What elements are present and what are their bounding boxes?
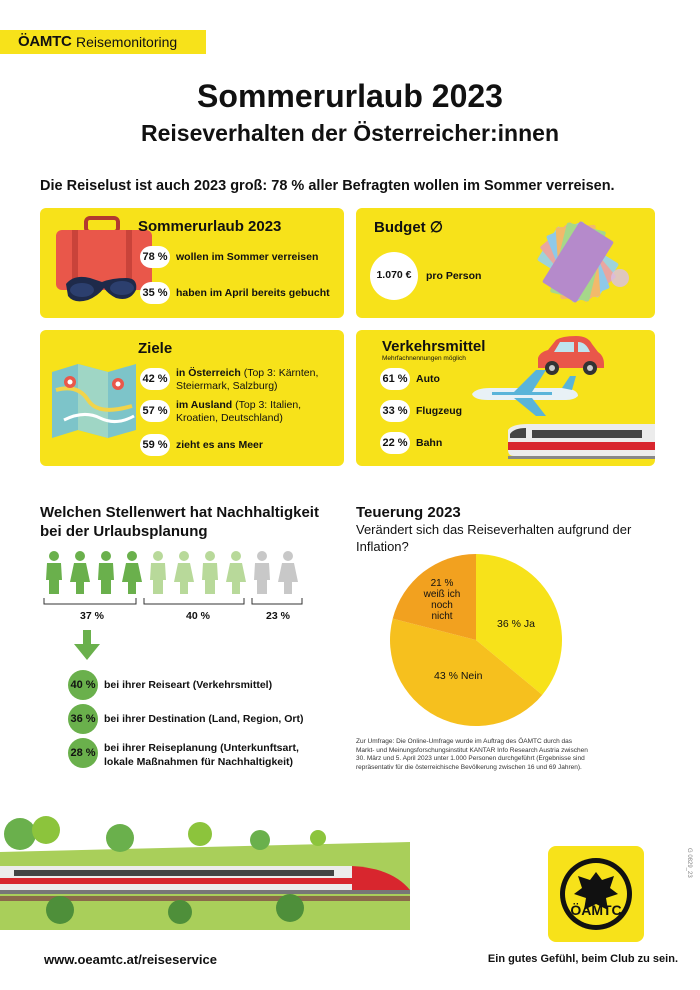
ziele-text-1-bold: in Österreich xyxy=(176,367,241,379)
card-verkehr-note: Mehrfachnennungen möglich xyxy=(382,355,466,362)
ziele-text-2-bold: im Ausland xyxy=(176,399,233,411)
ziele-text-1 xyxy=(176,367,318,393)
sustain-text-3-line1: bei ihrer Reiseplanung (Unterkunftsart, xyxy=(104,742,299,754)
oeamtc-logo-box xyxy=(548,846,644,942)
lead-text: Die Reiselust ist auch 2023 groß: 78 % aller Befragten wollen im Sommer verreisen. xyxy=(40,178,615,194)
sustain-pct-1: 40 % xyxy=(68,670,98,700)
verkehr-text-3: Bahn xyxy=(416,437,443,449)
sustainability-heading-2: bei der Urlaubsplanung xyxy=(40,523,208,540)
verkehr-pct-2: 33 % xyxy=(380,400,410,422)
summer-pct-1: 78 % xyxy=(140,246,170,268)
group-label-3: 23 % xyxy=(266,610,290,622)
person-icon xyxy=(70,551,90,594)
ziele-text-2-line2: Kroatien, Deutschland) xyxy=(176,412,283,424)
inflation-heading: Teuerung 2023 xyxy=(356,504,461,521)
train-icon xyxy=(508,422,655,462)
verkehr-text-1: Auto xyxy=(416,373,440,385)
verkehr-pct-3: 22 % xyxy=(380,432,410,454)
ziele-text-2-line1: (Top 3: Italien, xyxy=(232,399,302,411)
sustainability-heading-1: Welchen Stellenwert hat Nachhaltigkeit xyxy=(40,504,319,521)
card-ziele xyxy=(40,330,344,466)
card-summer-title: Sommerurlaub 2023 xyxy=(138,218,282,235)
sustain-text-3 xyxy=(104,741,299,769)
card-verkehr xyxy=(356,330,655,466)
card-budget xyxy=(356,208,655,318)
ziele-text-3: zieht es ans Meer xyxy=(176,439,263,451)
pie-label-unknown xyxy=(420,578,464,622)
card-verkehr-title: Verkehrsmittel xyxy=(382,338,486,355)
card-ziele-title: Ziele xyxy=(138,340,173,357)
ziele-text-1-line1: (Top 3: Kärnten, xyxy=(240,367,319,379)
sustain-text-2: bei ihrer Destination (Land, Region, Ort) xyxy=(104,713,304,725)
map-icon xyxy=(48,360,140,440)
people-icon-row xyxy=(40,550,306,612)
group-label-1: 37 % xyxy=(80,610,104,622)
card-summer xyxy=(40,208,344,318)
survey-note-line-3: 30. März und 5. April 2023 unter 1.000 Personen durchgeführt (Ergebnisse sind xyxy=(356,755,585,762)
verkehr-pct-1: 61 % xyxy=(380,368,410,390)
budget-text: pro Person xyxy=(426,270,482,282)
person-icon xyxy=(46,551,62,594)
brand-name: ÖAMTC xyxy=(18,33,72,50)
person-icon xyxy=(98,551,114,594)
person-icon xyxy=(150,551,166,594)
person-icon xyxy=(278,551,298,594)
person-icon xyxy=(122,551,142,594)
pie-label-nein: 43 % Nein xyxy=(434,670,483,682)
airplane-icon xyxy=(466,370,584,416)
summer-text-2: haben im April bereits gebucht xyxy=(176,287,330,299)
ziele-pct-3: 59 % xyxy=(140,434,170,456)
ziele-text-1-line2: Steiermark, Salzburg) xyxy=(176,380,278,392)
card-budget-title: Budget ∅ xyxy=(374,219,443,236)
sustain-text-3-line2: lokale Maßnahmen für Nachhaltigkeit) xyxy=(104,756,294,768)
pie-label-unknown-3: noch nicht xyxy=(431,600,453,622)
sustain-text-1: bei ihrer Reiseart (Verkehrsmittel) xyxy=(104,679,273,691)
sustain-pct-3: 28 % xyxy=(68,738,98,768)
down-arrow-icon xyxy=(74,630,100,662)
ziele-pct-1: 42 % xyxy=(140,368,170,390)
survey-note-line-2: Markt- und Meinungsforschungsinstitut KANTAR Info Research Austria zwischen xyxy=(356,746,588,754)
header-bar xyxy=(0,30,206,54)
person-icon xyxy=(202,551,218,594)
group-label-2: 40 % xyxy=(186,610,210,622)
survey-note-line-1: Zur Umfrage: Die Online-Umfrage wurde im Auftrag des ÖAMTC durch das xyxy=(356,738,573,745)
footer-url[interactable]: www.oeamtc.at/reiseservice xyxy=(44,952,217,967)
pie-label-unknown-2: weiß ich xyxy=(423,589,461,600)
inflation-pie-chart xyxy=(388,552,564,728)
person-icon xyxy=(174,551,194,594)
page-title: Sommerurlaub 2023 xyxy=(197,78,503,114)
ziele-text-2 xyxy=(176,399,301,425)
summer-text-1: wollen im Sommer verreisen xyxy=(176,251,319,263)
survey-note-line-4: repräsentativ für die österreichische Bevölkerung zwischen 16 und 69 Jahren). xyxy=(356,763,582,771)
ziele-pct-2: 57 % xyxy=(140,400,170,422)
person-icon xyxy=(226,551,246,594)
person-icon xyxy=(254,551,270,594)
inflation-question-2: Inflation? xyxy=(356,539,409,554)
document-code: G 0829_23 xyxy=(686,848,692,878)
banknotes-icon xyxy=(498,220,648,312)
sustain-pct-2: 36 % xyxy=(68,704,98,734)
pie-label-unknown-1: 21 % xyxy=(430,578,454,589)
budget-amount: 1.070 € xyxy=(376,269,412,281)
train-landscape-illustration xyxy=(0,812,410,930)
oeamtc-logo-icon xyxy=(556,852,636,936)
footer-slogan: Ein gutes Gefühl, beim Club zu sein. xyxy=(487,953,678,965)
survey-note xyxy=(356,738,588,772)
verkehr-text-2: Flugzeug xyxy=(416,405,463,417)
header-label: Reisemonitoring xyxy=(76,34,178,50)
summer-pct-2: 35 % xyxy=(140,282,170,304)
oeamtc-logo-text: ÖAMTC xyxy=(570,902,622,918)
page-subtitle: Reiseverhalten der Österreicher:innen xyxy=(141,120,559,146)
inflation-question-1: Verändert sich das Reiseverhalten aufgrund der xyxy=(356,522,632,537)
pie-label-ja: 36 % Ja xyxy=(497,618,535,630)
